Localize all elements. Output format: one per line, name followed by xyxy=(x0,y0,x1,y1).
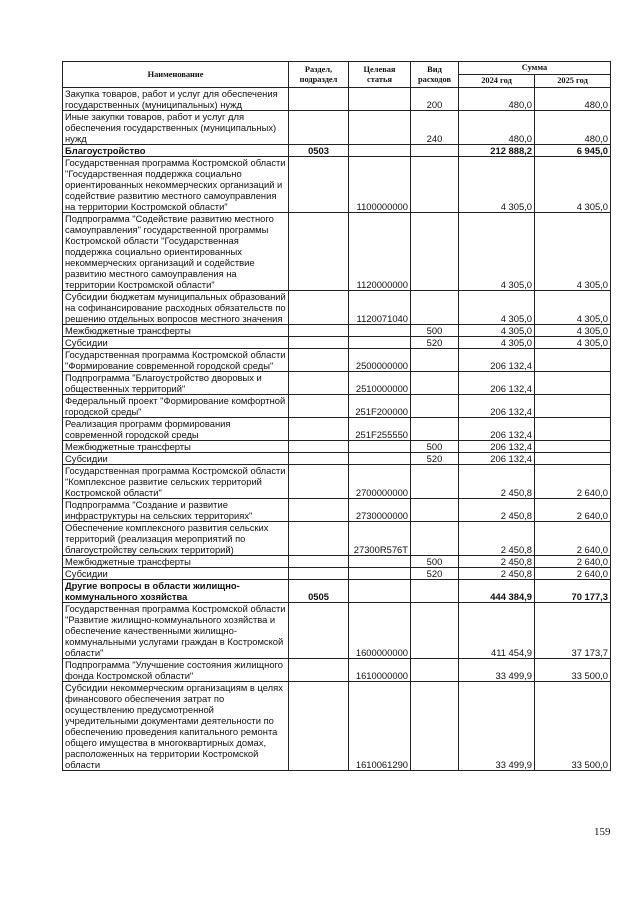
row-sum-2024: 33 499,9 xyxy=(459,682,535,771)
row-expense-type: 500 xyxy=(411,556,459,568)
row-section xyxy=(289,568,349,580)
row-sum-2024: 4 305,0 xyxy=(459,337,535,349)
row-article xyxy=(349,556,411,568)
header-2025: 2025 год xyxy=(535,75,611,88)
row-sum-2024: 2 450,8 xyxy=(459,556,535,568)
row-article: 2510000000 xyxy=(349,372,411,395)
row-name: Субсидии xyxy=(63,568,289,580)
row-expense-type xyxy=(411,682,459,771)
row-article: 251F255550 xyxy=(349,418,411,441)
table-row xyxy=(63,568,611,580)
table-row xyxy=(63,499,611,522)
row-sum-2024: 206 132,4 xyxy=(459,349,535,372)
table-row xyxy=(63,441,611,453)
row-sum-2024: 33 499,9 xyxy=(459,659,535,682)
header-section: Раздел, подраздел xyxy=(289,62,349,88)
row-article xyxy=(349,580,411,603)
row-sum-2024: 206 132,4 xyxy=(459,418,535,441)
row-expense-type xyxy=(411,418,459,441)
row-sum-2025 xyxy=(535,453,611,465)
header-sum: Сумма xyxy=(459,62,611,75)
row-sum-2025: 2 640,0 xyxy=(535,522,611,556)
row-section xyxy=(289,157,349,213)
table-row xyxy=(63,213,611,291)
row-expense-type xyxy=(411,291,459,325)
row-section: 0505 xyxy=(289,580,349,603)
table-row xyxy=(63,418,611,441)
row-section xyxy=(289,325,349,337)
row-article: 1120000000 xyxy=(349,213,411,291)
row-section xyxy=(289,111,349,145)
row-expense-type xyxy=(411,395,459,418)
row-article xyxy=(349,441,411,453)
row-name: Благоустройство xyxy=(63,145,289,157)
row-article: 1610061290 xyxy=(349,682,411,771)
row-section xyxy=(289,682,349,771)
row-article xyxy=(349,325,411,337)
row-sum-2025: 2 640,0 xyxy=(535,499,611,522)
page-number: 159 xyxy=(594,826,611,838)
row-sum-2024: 4 305,0 xyxy=(459,157,535,213)
row-expense-type xyxy=(411,213,459,291)
row-name: Субсидии некоммерческим организациям в целях финансового обеспечения затрат по осуществлению предусмотренной учредительными документами деятельности по обеспечению проведения капитального ремонта общего имущества в многоквартирных домах, расположенных на территории Костромской области xyxy=(63,682,289,771)
row-sum-2024: 2 450,8 xyxy=(459,499,535,522)
header-2024: 2024 год xyxy=(459,75,535,88)
row-sum-2025 xyxy=(535,395,611,418)
row-article: 2500000000 xyxy=(349,349,411,372)
row-section xyxy=(289,603,349,659)
row-name: Государственная программа Костромской области "Государственная поддержка социально ориентированных некоммерческих организаций и содействие развитию местного самоуправления на территории Костромской области" xyxy=(63,157,289,213)
budget-table xyxy=(62,61,611,771)
row-article xyxy=(349,88,411,111)
row-article: 1610000000 xyxy=(349,659,411,682)
row-article xyxy=(349,145,411,157)
row-section: 0503 xyxy=(289,145,349,157)
table-row xyxy=(63,603,611,659)
row-sum-2024: 444 384,9 xyxy=(459,580,535,603)
row-name: Иные закупки товаров, работ и услуг для обеспечения государственных (муниципальных) нужд xyxy=(63,111,289,145)
row-expense-type: 520 xyxy=(411,337,459,349)
row-sum-2024: 480,0 xyxy=(459,88,535,111)
row-name: Подпрограмма "Содействие развитию местного самоуправления" государственной программы Костромской области "Государственная поддержка социально ориентированных некоммерческих организаций и содействие развитию местного самоуправления на территории Костромской области" xyxy=(63,213,289,291)
row-name: Подпрограмма "Улучшение состояния жилищного фонда Костромской области" xyxy=(63,659,289,682)
row-sum-2024: 206 132,4 xyxy=(459,441,535,453)
table-row xyxy=(63,556,611,568)
row-sum-2025: 33 500,0 xyxy=(535,682,611,771)
row-name: Государственная программа Костромской области "Комплексное развитие сельских территорий Костромской области" xyxy=(63,465,289,499)
row-sum-2025: 4 305,0 xyxy=(535,291,611,325)
row-section xyxy=(289,418,349,441)
row-name: Межбюджетные трансферты xyxy=(63,441,289,453)
row-section xyxy=(289,556,349,568)
row-article xyxy=(349,337,411,349)
table-row xyxy=(63,465,611,499)
header-row xyxy=(63,62,611,75)
row-article xyxy=(349,453,411,465)
header-expense-type: Вид расходов xyxy=(411,62,459,88)
header-name: Наименование xyxy=(63,62,289,88)
row-sum-2024: 4 305,0 xyxy=(459,213,535,291)
row-section xyxy=(289,465,349,499)
row-sum-2025: 4 305,0 xyxy=(535,325,611,337)
row-expense-type: 500 xyxy=(411,441,459,453)
row-section xyxy=(289,213,349,291)
table-row xyxy=(63,372,611,395)
row-section xyxy=(289,291,349,325)
row-sum-2025: 4 305,0 xyxy=(535,337,611,349)
row-expense-type: 520 xyxy=(411,453,459,465)
row-sum-2025 xyxy=(535,349,611,372)
row-section xyxy=(289,441,349,453)
table-row xyxy=(63,395,611,418)
row-name: Подпрограмма "Создание и развитие инфраструктуры на сельских территориях" xyxy=(63,499,289,522)
row-sum-2024: 2 450,8 xyxy=(459,568,535,580)
row-sum-2025: 2 640,0 xyxy=(535,556,611,568)
row-sum-2024: 2 450,8 xyxy=(459,465,535,499)
row-sum-2025: 70 177,3 xyxy=(535,580,611,603)
row-name: Реализация программ формирования современной городской среды xyxy=(63,418,289,441)
row-expense-type xyxy=(411,145,459,157)
row-name: Субсидии xyxy=(63,337,289,349)
row-sum-2025: 2 640,0 xyxy=(535,568,611,580)
row-sum-2024: 206 132,4 xyxy=(459,453,535,465)
row-name: Межбюджетные трансферты xyxy=(63,556,289,568)
table-row xyxy=(63,88,611,111)
table-row xyxy=(63,111,611,145)
row-sum-2025: 6 945,0 xyxy=(535,145,611,157)
table-row xyxy=(63,453,611,465)
row-name: Обеспечение комплексного развития сельских территорий (реализация мероприятий по благоустройству сельских территорий) xyxy=(63,522,289,556)
row-sum-2024: 206 132,4 xyxy=(459,372,535,395)
row-section xyxy=(289,395,349,418)
header-article: Целевая статья xyxy=(349,62,411,88)
row-name: Подпрограмма "Благоустройство дворовых и общественных территорий" xyxy=(63,372,289,395)
row-sum-2025: 2 640,0 xyxy=(535,465,611,499)
row-article: 1100000000 xyxy=(349,157,411,213)
row-expense-type xyxy=(411,603,459,659)
row-section xyxy=(289,88,349,111)
row-section xyxy=(289,372,349,395)
table-row xyxy=(63,349,611,372)
row-sum-2024: 411 454,9 xyxy=(459,603,535,659)
row-name: Субсидии xyxy=(63,453,289,465)
row-sum-2024: 4 305,0 xyxy=(459,325,535,337)
row-sum-2025: 480,0 xyxy=(535,88,611,111)
row-expense-type xyxy=(411,465,459,499)
row-sum-2025: 480,0 xyxy=(535,111,611,145)
row-sum-2024: 2 450,8 xyxy=(459,522,535,556)
row-article: 251F200000 xyxy=(349,395,411,418)
row-expense-type xyxy=(411,499,459,522)
row-section xyxy=(289,349,349,372)
row-section xyxy=(289,453,349,465)
table-row xyxy=(63,580,611,603)
table-row xyxy=(63,682,611,771)
row-name: Федеральный проект "Формирование комфортной городской среды" xyxy=(63,395,289,418)
row-sum-2025: 4 305,0 xyxy=(535,157,611,213)
table-row xyxy=(63,157,611,213)
row-name: Закупка товаров, работ и услуг для обеспечения государственных (муниципальных) нужд xyxy=(63,88,289,111)
row-article: 2730000000 xyxy=(349,499,411,522)
row-article: 27300R576T xyxy=(349,522,411,556)
row-expense-type xyxy=(411,659,459,682)
row-sum-2024: 212 888,2 xyxy=(459,145,535,157)
row-expense-type: 500 xyxy=(411,325,459,337)
row-expense-type: 520 xyxy=(411,568,459,580)
row-name: Другие вопросы в области жилищно-коммунального хозяйства xyxy=(63,580,289,603)
row-article xyxy=(349,111,411,145)
row-expense-type xyxy=(411,372,459,395)
row-section xyxy=(289,522,349,556)
row-section xyxy=(289,337,349,349)
row-section xyxy=(289,499,349,522)
row-sum-2024: 480,0 xyxy=(459,111,535,145)
row-expense-type xyxy=(411,580,459,603)
row-sum-2025 xyxy=(535,372,611,395)
table-body xyxy=(63,88,611,771)
row-sum-2025: 4 305,0 xyxy=(535,213,611,291)
row-name: Государственная программа Костромской области "Формирование современной городской среды" xyxy=(63,349,289,372)
row-article: 1120071040 xyxy=(349,291,411,325)
row-article xyxy=(349,568,411,580)
row-expense-type: 200 xyxy=(411,88,459,111)
row-expense-type xyxy=(411,349,459,372)
row-name: Межбюджетные трансферты xyxy=(63,325,289,337)
row-sum-2025: 33 500,0 xyxy=(535,659,611,682)
row-section xyxy=(289,659,349,682)
table-row xyxy=(63,659,611,682)
row-sum-2025 xyxy=(535,418,611,441)
row-sum-2024: 206 132,4 xyxy=(459,395,535,418)
row-expense-type: 240 xyxy=(411,111,459,145)
row-name: Субсидии бюджетам муниципальных образований на софинансирование расходных обязательств по решению отдельных вопросов местного значения xyxy=(63,291,289,325)
table-row xyxy=(63,291,611,325)
row-sum-2024: 4 305,0 xyxy=(459,291,535,325)
table-row xyxy=(63,522,611,556)
row-sum-2025 xyxy=(535,441,611,453)
table-row xyxy=(63,145,611,157)
row-expense-type xyxy=(411,157,459,213)
table-row xyxy=(63,325,611,337)
row-expense-type xyxy=(411,522,459,556)
row-article: 1600000000 xyxy=(349,603,411,659)
row-name: Государственная программа Костромской области "Развитие жилищно-коммунального хозяйства и обеспечение качественными жилищно-коммунальными услугами граждан в Костромской области" xyxy=(63,603,289,659)
row-sum-2025: 37 173,7 xyxy=(535,603,611,659)
table-row xyxy=(63,337,611,349)
row-article: 2700000000 xyxy=(349,465,411,499)
